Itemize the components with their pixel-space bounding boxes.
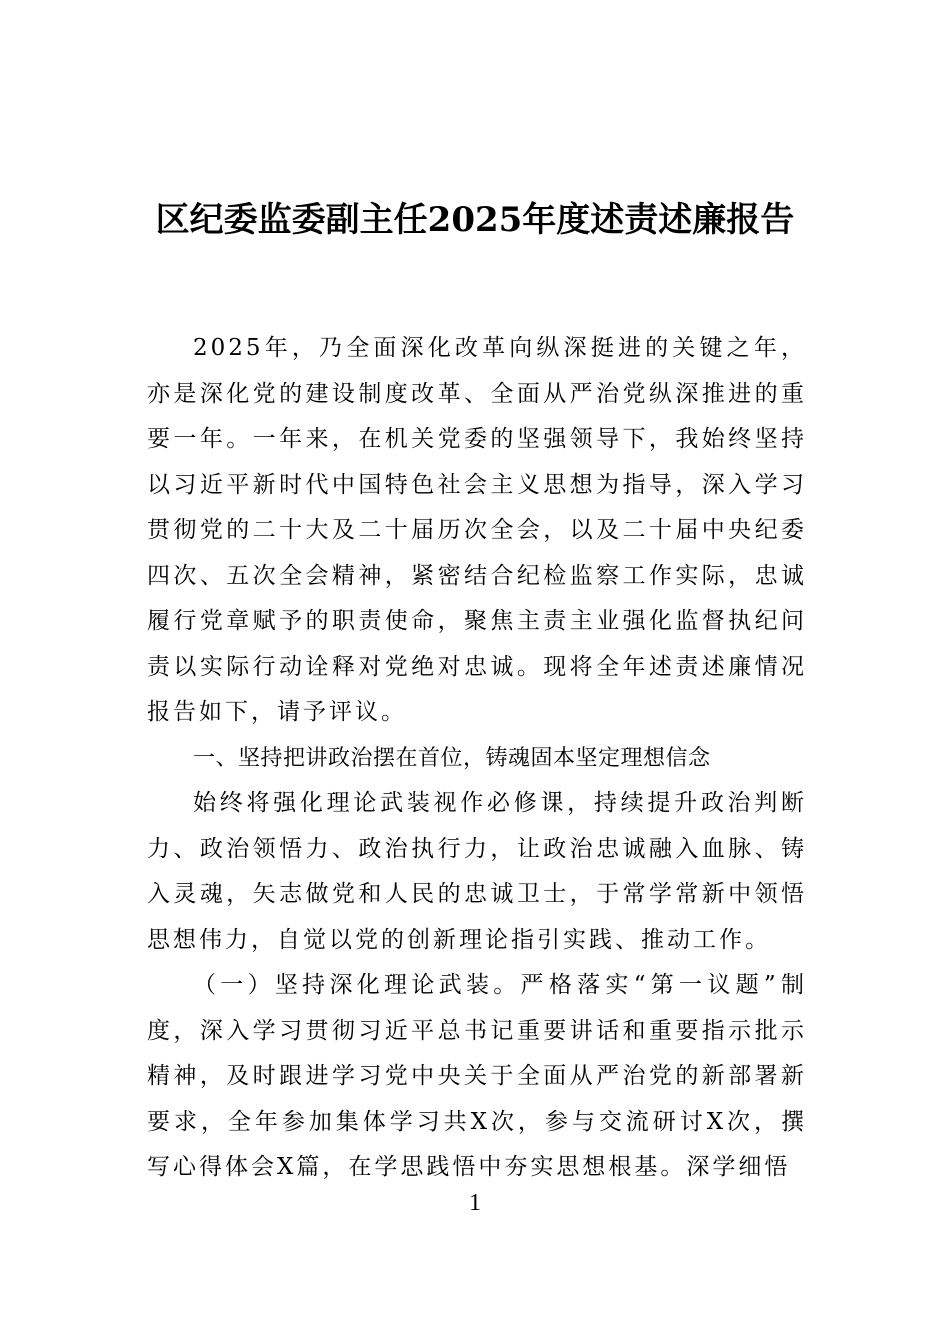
subsection-1-paragraph — [147, 963, 807, 1191]
subsection-1-text: 严格落实“第一议题”制度，深入学习贯彻习近平总书记重要讲话和重要指示批示精神，及时跟进学习党中央关于全面从严治党的新部署新要求，全年参加集体学习共X次，参与交流研讨X次，撰写心得体会X篇，在学思践悟中夯实思想根基。深学细悟 — [147, 972, 807, 1180]
page-number: 1 — [469, 1190, 481, 1216]
section-1-paragraph: 始终将强化理论武装视作必修课，持续提升政治判断力、政治领悟力、政治执行力，让政治忠诚融入血脉、铸入灵魂，矢志做党和人民的忠诚卫士，于常学常新中领悟思想伟力，自觉以党的创新理论指引实践、推动工作。 — [147, 790, 807, 953]
document-body — [147, 326, 807, 1191]
subsection-1-heading: （一）坚持深化理论武装。 — [193, 972, 521, 998]
intro-paragraph: 2025年，乃全面深化改革向纵深挺进的关键之年，亦是深化党的建设制度改革、全面从严治党纵深推进的重要一年。一年来，在机关党委的坚强领导下，我始终坚持以习近平新时代中国特色社会主义思想为指导，深入学习贯彻党的二十大及二十届历次全会，以及二十届中央纪委四次、五次全会精神，紧密结合纪检监察工作实际，忠诚履行党章赋予的职责使命，聚焦主责主业强化监督执纪问责以实际行动诠释对党绝对忠诚。现将全年述责述廉情况报告如下，请予评议。 — [147, 335, 807, 725]
section-1-heading: 一、坚持把讲政治摆在首位，铸魂固本坚定理想信念 — [193, 745, 711, 771]
document-title: 区纪委监委副主任2025年度述责述廉报告 — [155, 200, 795, 240]
